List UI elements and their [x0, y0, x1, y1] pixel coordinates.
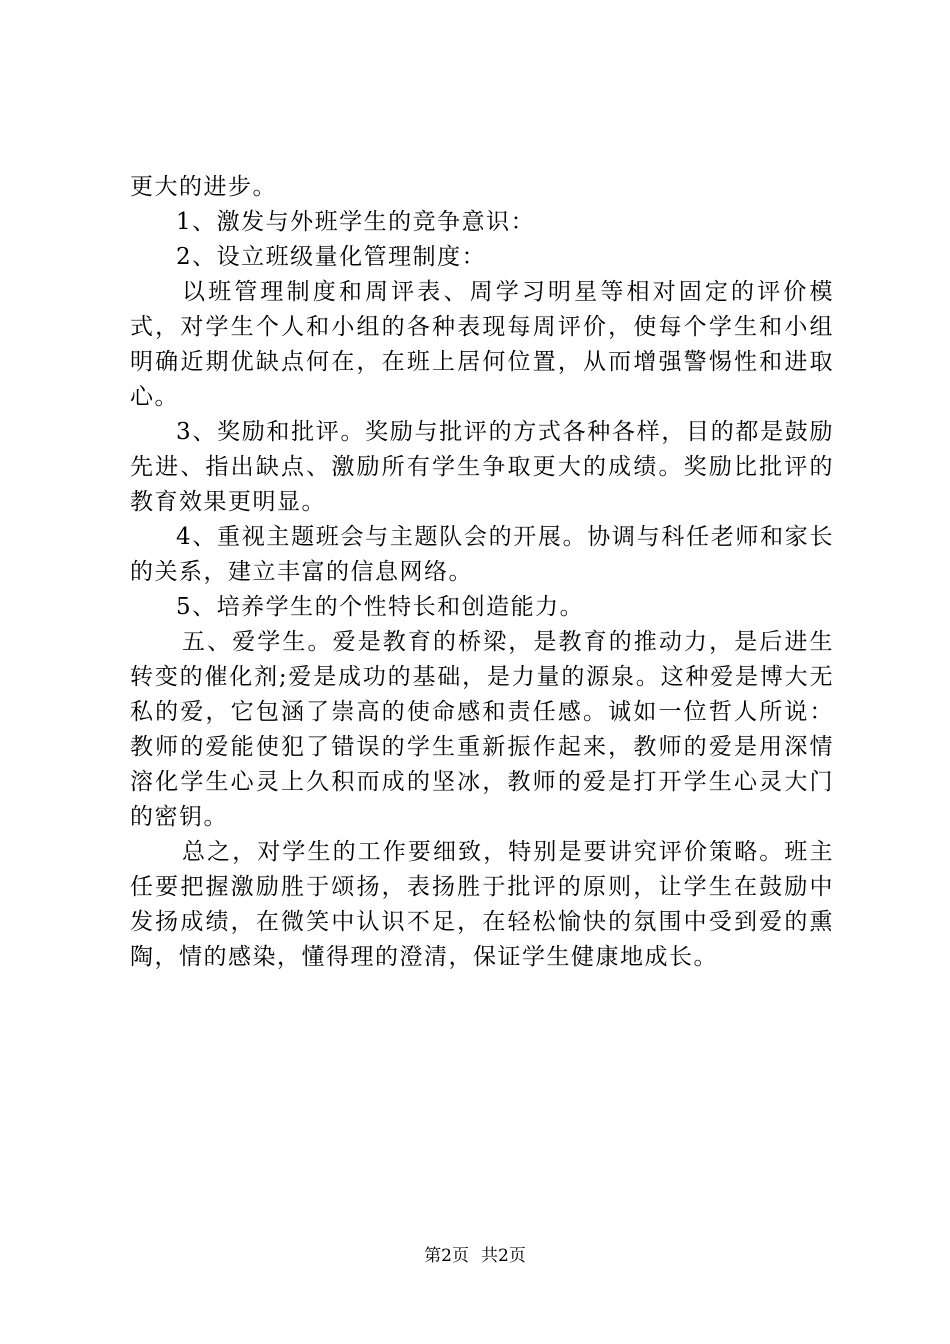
- paragraph-item-2: 2、设立班级量化管理制度：: [176, 244, 487, 270]
- page-number-total: 共2页: [481, 1246, 526, 1266]
- document-body: [130, 170, 834, 975]
- page-number-current: 第2页: [424, 1246, 469, 1266]
- paragraph-quantified-management: 以班管理制度和周评表、周学习明星等相对固定的评价模式，对学生个人和小组的各种表现每周评价，使每个学生和小组明确近期优缺点何在，在班上居何位置，从而增强警惕性和进取心。: [130, 279, 834, 410]
- paragraph-summary: 总之，对学生的工作要细致，特别是要讲究评价策略。班主任要把握激励胜于颂扬，表扬胜于批评的原则，让学生在鼓励中发扬成绩，在微笑中认识不足，在轻松愉快的氛围中受到爱的熏陶，情的感染，懂得理的澄清，保证学生健康地成长。: [130, 839, 834, 970]
- paragraph-item-5: 5、培养学生的个性特长和创造能力。: [176, 594, 585, 620]
- paragraph-section-five: 五、爱学生。爱是教育的桥梁，是教育的推动力，是后进生转变的催化剂;爱是成功的基础，是力量的源泉。这种爱是博大无私的爱，它包涵了崇高的使命感和责任感。诚如一位哲人所说：教师的爱能使犯了错误的学生重新振作起来，教师的爱是用深情溶化学生心灵上久积而成的坚冰，教师的爱是打开学生心灵大门的密钥。: [130, 629, 834, 830]
- page-footer: [0, 1245, 950, 1267]
- paragraph-item-4: 4、重视主题班会与主题队会的开展。协调与科任老师和家长的关系，建立丰富的信息网络。: [130, 524, 834, 585]
- paragraph-item-1: 1、激发与外班学生的竞争意识：: [176, 209, 536, 235]
- paragraph-item-3: 3、奖励和批评。奖励与批评的方式各种各样，目的都是鼓励先进、指出缺点、激励所有学生争取更大的成绩。奖励比批评的教育效果更明显。: [130, 419, 834, 515]
- paragraph-continuation: 更大的进步。: [130, 174, 277, 200]
